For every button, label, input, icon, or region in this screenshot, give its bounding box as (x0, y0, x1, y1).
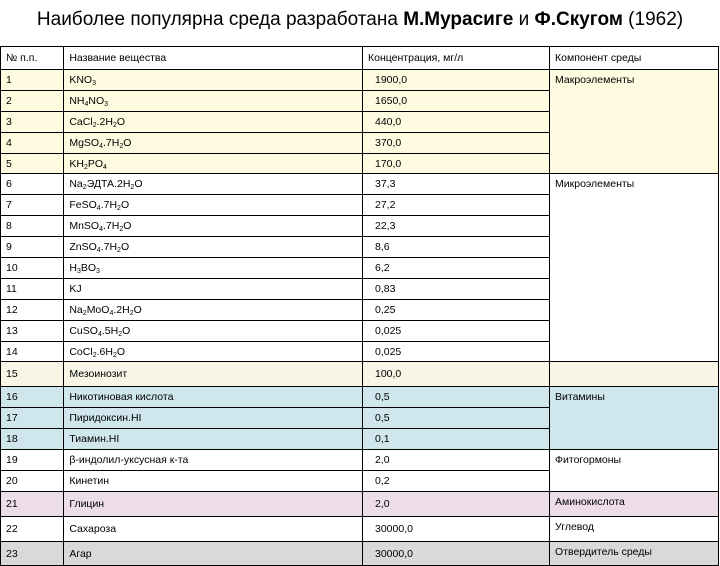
page-title (0, 0, 720, 46)
cell-concentration: 27,2 (363, 195, 550, 216)
formula-text: Тиамин.HI (69, 433, 120, 446)
cell-substance (64, 278, 363, 299)
formula-text: O (120, 199, 130, 212)
cell-number: 14 (1, 341, 64, 362)
formula-text: Сахароза (69, 522, 117, 535)
header-num: № п.п. (1, 47, 64, 70)
cell-number: 7 (1, 195, 64, 216)
cell-concentration: 0,25 (363, 299, 550, 320)
formula-text: O (122, 324, 131, 337)
formula-text: MnSO (69, 220, 100, 233)
cell-concentration: 1650,0 (363, 90, 550, 111)
formula-text: .7H (103, 136, 120, 149)
formula-text: FeSO (69, 199, 97, 212)
formula-subscript: 4 (97, 330, 102, 338)
cell-substance (64, 299, 363, 320)
cell-number: 19 (1, 450, 64, 471)
cell-number: 10 (1, 258, 64, 279)
cell-substance (64, 195, 363, 216)
formula-text: KJ (69, 282, 82, 295)
cell-component-empty (550, 362, 719, 387)
formula-text: .2H (96, 115, 113, 128)
cell-concentration: 440,0 (363, 111, 550, 132)
table-header-row (1, 47, 719, 70)
cell-number: 11 (1, 278, 64, 299)
cell-substance (64, 258, 363, 279)
table-row (1, 387, 719, 408)
formula-text: O (116, 345, 126, 358)
formula-text: NO (88, 94, 105, 107)
cell-concentration: 0,5 (363, 408, 550, 429)
cell-concentration: 2,0 (363, 491, 550, 516)
formula-subscript: 4 (103, 163, 107, 171)
cell-concentration: 0,025 (363, 341, 550, 362)
cell-concentration: 22,3 (363, 216, 550, 237)
cell-concentration: 6,2 (363, 258, 550, 279)
cell-component-macro: Макроэлементы (550, 70, 719, 174)
cell-component-micro: Микроэлементы (550, 174, 719, 362)
cell-substance (64, 216, 363, 237)
formula-text: O (134, 178, 143, 191)
cell-substance (64, 408, 363, 429)
formula-text: O (133, 303, 142, 316)
cell-concentration: 37,3 (363, 174, 550, 195)
cell-substance (64, 70, 363, 91)
title-author-1: М.Мурасиге (403, 9, 514, 30)
cell-substance (64, 341, 363, 362)
cell-number: 5 (1, 153, 64, 174)
cell-number: 12 (1, 299, 64, 320)
formula-text: Никотиновая кислота (69, 391, 174, 404)
cell-substance (64, 237, 363, 258)
formula-subscript: 3 (76, 267, 81, 275)
table-row (1, 362, 719, 387)
title-conjunction: и (513, 9, 535, 30)
formula-subscript: 3 (96, 267, 100, 275)
cell-substance (64, 153, 363, 174)
formula-subscript: 2 (119, 142, 124, 150)
formula-text: Кинетин (69, 474, 110, 487)
formula-text: β-индолил-уксусная к-та (69, 453, 189, 466)
formula-text: CoCl (69, 345, 93, 358)
header-component: Компонент среды (550, 47, 719, 70)
header-concentration: Концентрация, мг/л (363, 47, 550, 70)
formula-subscript: 2 (83, 163, 88, 171)
cell-number: 2 (1, 90, 64, 111)
formula-text: Мезоинозит (69, 368, 128, 381)
cell-concentration: 30000,0 (363, 516, 550, 541)
formula-text: .2H (113, 303, 130, 316)
cell-substance (64, 132, 363, 153)
formula-text: .7H (100, 241, 118, 254)
cell-concentration: 1900,0 (363, 70, 550, 91)
cell-concentration: 100,0 (363, 362, 550, 387)
table-row (1, 541, 719, 566)
formula-text: .7H (103, 220, 120, 233)
formula-text: Пиридоксин.HI (69, 412, 142, 425)
formula-text: Na (69, 303, 83, 316)
title-year: (1962) (622, 9, 684, 30)
formula-text: CuSO (69, 324, 98, 337)
cell-substance (64, 516, 363, 541)
formula-text: MoO (86, 303, 110, 316)
cell-component-vitamins: Витамины (550, 387, 719, 450)
cell-number: 16 (1, 387, 64, 408)
cell-substance (64, 491, 363, 516)
formula-text: KNO (69, 73, 93, 86)
cell-concentration: 0,2 (363, 470, 550, 491)
cell-substance (64, 541, 363, 566)
formula-subscript: 2 (92, 121, 97, 129)
cell-substance (64, 429, 363, 450)
table-row (1, 450, 719, 471)
cell-number: 22 (1, 516, 64, 541)
formula-text: KH (69, 157, 84, 170)
cell-concentration: 0,83 (363, 278, 550, 299)
cell-number: 13 (1, 320, 64, 341)
formula-text: .7H (100, 199, 118, 212)
table-row (1, 174, 719, 195)
formula-text: NH (69, 94, 85, 107)
cell-concentration: 30000,0 (363, 541, 550, 566)
formula-subscript: 3 (92, 79, 97, 87)
cell-concentration: 8,6 (363, 237, 550, 258)
cell-substance (64, 450, 363, 471)
cell-concentration: 170,0 (363, 153, 550, 174)
formula-subscript: 4 (96, 205, 101, 213)
formula-text: CaCl (69, 115, 93, 128)
formula-text: O (116, 115, 126, 128)
formula-text: ZnSO (69, 241, 97, 254)
cell-component-carb: Углевод (550, 516, 719, 541)
table-row (1, 70, 719, 91)
formula-text: Na (69, 178, 83, 191)
cell-substance (64, 174, 363, 195)
formula-text: Агар (69, 547, 92, 560)
cell-number: 8 (1, 216, 64, 237)
cell-number: 23 (1, 541, 64, 566)
formula-subscript: 3 (104, 100, 109, 108)
cell-concentration: 370,0 (363, 132, 550, 153)
cell-number: 20 (1, 470, 64, 491)
formula-subscript: 2 (112, 121, 117, 129)
formula-text: BO (80, 261, 97, 274)
table-row (1, 516, 719, 541)
title-author-2: Ф.Скугом (534, 9, 623, 30)
cell-number: 15 (1, 362, 64, 387)
cell-substance (64, 320, 363, 341)
formula-subscript: 4 (109, 309, 114, 317)
cell-number: 21 (1, 491, 64, 516)
cell-concentration: 0,1 (363, 429, 550, 450)
cell-substance (64, 470, 363, 491)
cell-substance (64, 111, 363, 132)
cell-number: 1 (1, 70, 64, 91)
formula-text: ЭДТА.2H (86, 178, 131, 191)
formula-subscript: 2 (117, 205, 121, 213)
formula-text: PO (87, 157, 104, 170)
formula-text: H (69, 261, 77, 274)
medium-composition-table (0, 46, 719, 566)
cell-number: 18 (1, 429, 64, 450)
formula-subscript: 2 (117, 247, 121, 255)
cell-concentration: 0,5 (363, 387, 550, 408)
formula-subscript: 4 (99, 226, 104, 234)
formula-text: .5H (101, 324, 119, 337)
formula-text: O (120, 241, 130, 254)
formula-subscript: 4 (99, 142, 104, 150)
cell-number: 6 (1, 174, 64, 195)
formula-subscript: 2 (82, 309, 87, 317)
cell-concentration: 0,025 (363, 320, 550, 341)
formula-subscript: 2 (130, 184, 135, 192)
formula-text: MgSO (69, 136, 100, 149)
formula-text: O (123, 136, 132, 149)
formula-subscript: 2 (82, 184, 87, 192)
formula-text: O (123, 220, 132, 233)
formula-subscript: 2 (129, 309, 134, 317)
formula-text: .6H (96, 345, 113, 358)
formula-subscript: 2 (112, 351, 117, 359)
formula-subscript: 2 (118, 330, 123, 338)
header-name: Название вещества (64, 47, 363, 70)
formula-subscript: 4 (84, 100, 89, 108)
title-text: Наиболее популярна среда разработана (36, 9, 404, 30)
cell-component-hardener: Отвердитель среды (550, 541, 719, 566)
formula-subscript: 2 (119, 226, 124, 234)
cell-concentration: 2,0 (363, 450, 550, 471)
cell-substance (64, 90, 363, 111)
cell-component-phyto: Фитогормоны (550, 450, 719, 492)
cell-substance (64, 362, 363, 387)
cell-number: 3 (1, 111, 64, 132)
table-row (1, 491, 719, 516)
cell-number: 17 (1, 408, 64, 429)
cell-number: 4 (1, 132, 64, 153)
formula-text: Глицин (69, 497, 105, 510)
formula-subscript: 4 (96, 247, 101, 255)
formula-subscript: 2 (92, 351, 97, 359)
cell-component-amino: Аминокислота (550, 491, 719, 516)
cell-substance (64, 387, 363, 408)
cell-number: 9 (1, 237, 64, 258)
